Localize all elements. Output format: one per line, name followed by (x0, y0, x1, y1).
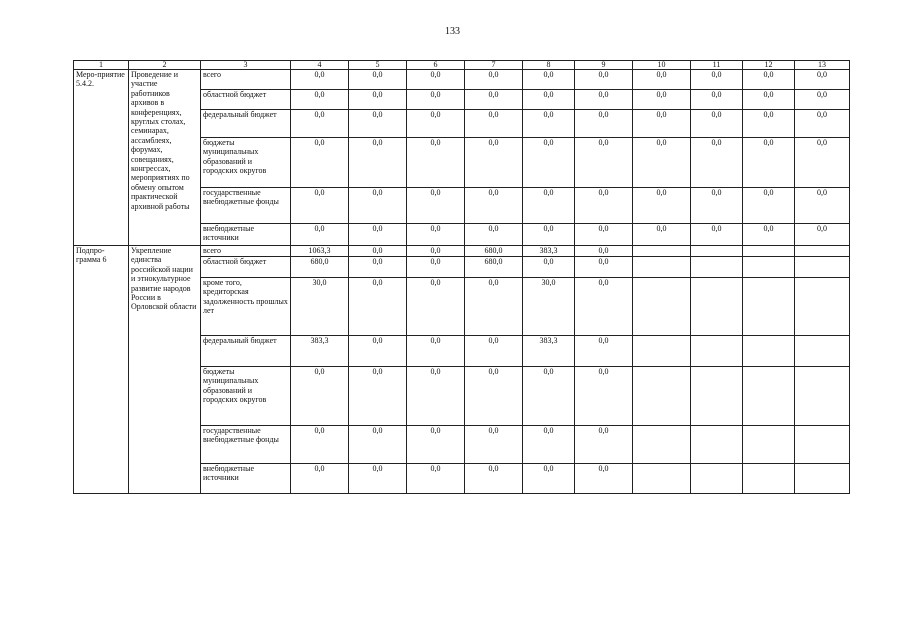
value-cell (795, 336, 850, 367)
value-cell: 0,0 (795, 110, 850, 138)
value-cell: 0,0 (465, 336, 523, 367)
value-cell: 0,0 (349, 246, 407, 257)
value-cell: 0,0 (633, 110, 691, 138)
column-number: 11 (691, 61, 743, 70)
value-cell (691, 426, 743, 464)
value-cell: 0,0 (407, 246, 465, 257)
value-cell: 0,0 (575, 224, 633, 246)
funding-source: федеральный бюджет (201, 110, 291, 138)
value-cell: 680,0 (465, 257, 523, 278)
value-cell: 0,0 (349, 70, 407, 90)
column-number: 5 (349, 61, 407, 70)
value-cell: 0,0 (523, 138, 575, 188)
value-cell: 0,0 (523, 224, 575, 246)
table-row (74, 70, 850, 90)
funding-source: внебюджетные источники (201, 464, 291, 494)
value-cell: 0,0 (523, 70, 575, 90)
value-cell: 680,0 (291, 257, 349, 278)
value-cell: 0,0 (795, 188, 850, 224)
funding-source: государственные внебюджетные фонды (201, 426, 291, 464)
value-cell (633, 257, 691, 278)
value-cell: 0,0 (291, 426, 349, 464)
value-cell: 383,3 (291, 336, 349, 367)
value-cell: 0,0 (523, 110, 575, 138)
value-cell: 0,0 (575, 464, 633, 494)
value-cell: 0,0 (349, 90, 407, 110)
section-name: Проведение и участие работников архивов в конференциях, круглых столах, семинарах, ассамблеях, форумах, совещаниях, конгрессах, мероприятиях по обмену опытом практической архивной работы (129, 70, 201, 246)
value-cell: 0,0 (691, 110, 743, 138)
value-cell (743, 464, 795, 494)
value-cell: 0,0 (407, 426, 465, 464)
value-cell (795, 257, 850, 278)
value-cell: 0,0 (291, 188, 349, 224)
value-cell (795, 426, 850, 464)
value-cell: 0,0 (691, 90, 743, 110)
value-cell: 0,0 (291, 367, 349, 426)
value-cell: 0,0 (465, 188, 523, 224)
value-cell: 383,3 (523, 336, 575, 367)
value-cell: 0,0 (465, 278, 523, 336)
value-cell: 0,0 (291, 70, 349, 90)
value-cell (691, 246, 743, 257)
value-cell: 0,0 (575, 138, 633, 188)
value-cell: 0,0 (575, 367, 633, 426)
value-cell: 0,0 (575, 90, 633, 110)
value-cell: 0,0 (575, 426, 633, 464)
column-number: 10 (633, 61, 691, 70)
value-cell (633, 336, 691, 367)
value-cell: 0,0 (465, 70, 523, 90)
value-cell: 0,0 (465, 138, 523, 188)
value-cell: 0,0 (349, 138, 407, 188)
value-cell: 0,0 (291, 224, 349, 246)
value-cell: 0,0 (291, 110, 349, 138)
column-number: 2 (129, 61, 201, 70)
value-cell (795, 246, 850, 257)
value-cell (691, 278, 743, 336)
column-number-row (74, 61, 850, 70)
value-cell (743, 367, 795, 426)
column-number: 3 (201, 61, 291, 70)
funding-source: государственные внебюджетные фонды (201, 188, 291, 224)
value-cell (633, 246, 691, 257)
column-number: 12 (743, 61, 795, 70)
value-cell: 0,0 (523, 257, 575, 278)
value-cell: 0,0 (633, 70, 691, 90)
value-cell (691, 336, 743, 367)
value-cell: 0,0 (633, 138, 691, 188)
value-cell: 0,0 (291, 90, 349, 110)
value-cell: 0,0 (407, 464, 465, 494)
value-cell: 0,0 (465, 464, 523, 494)
value-cell: 0,0 (691, 188, 743, 224)
value-cell: 0,0 (465, 90, 523, 110)
value-cell: 0,0 (691, 224, 743, 246)
value-cell (743, 257, 795, 278)
value-cell: 0,0 (465, 110, 523, 138)
value-cell: 0,0 (633, 90, 691, 110)
funding-source: федеральный бюджет (201, 336, 291, 367)
table-row (74, 246, 850, 257)
column-number: 4 (291, 61, 349, 70)
value-cell: 0,0 (743, 110, 795, 138)
value-cell (691, 257, 743, 278)
value-cell (633, 426, 691, 464)
value-cell: 30,0 (523, 278, 575, 336)
value-cell: 0,0 (349, 224, 407, 246)
funding-source: всего (201, 70, 291, 90)
value-cell: 0,0 (407, 90, 465, 110)
funding-source: бюджеты муниципальных образований и городских округов (201, 367, 291, 426)
value-cell (795, 278, 850, 336)
funding-source: бюджеты муниципальных образований и городских округов (201, 138, 291, 188)
column-number: 6 (407, 61, 465, 70)
funding-source: областной бюджет (201, 257, 291, 278)
value-cell: 0,0 (407, 336, 465, 367)
value-cell: 0,0 (795, 138, 850, 188)
value-cell: 0,0 (523, 188, 575, 224)
value-cell: 383,3 (523, 246, 575, 257)
value-cell (795, 367, 850, 426)
table-body (74, 70, 850, 494)
value-cell: 0,0 (523, 367, 575, 426)
value-cell: 0,0 (575, 110, 633, 138)
value-cell: 0,0 (349, 336, 407, 367)
value-cell: 0,0 (575, 257, 633, 278)
funding-source: кроме того, кредиторская задолженность прошлых лет (201, 278, 291, 336)
value-cell: 0,0 (407, 257, 465, 278)
value-cell: 0,0 (349, 464, 407, 494)
value-cell: 0,0 (349, 367, 407, 426)
value-cell: 0,0 (633, 188, 691, 224)
budget-table (73, 60, 850, 494)
value-cell: 0,0 (575, 188, 633, 224)
value-cell (633, 278, 691, 336)
value-cell: 0,0 (407, 224, 465, 246)
value-cell: 0,0 (407, 278, 465, 336)
value-cell: 0,0 (349, 110, 407, 138)
section-name: Укрепление единства российской нации и этнокультурное развитие народов России в Орловской области (129, 246, 201, 494)
value-cell: 0,0 (743, 224, 795, 246)
value-cell: 0,0 (795, 90, 850, 110)
value-cell: 0,0 (407, 188, 465, 224)
value-cell: 0,0 (349, 278, 407, 336)
value-cell: 0,0 (523, 464, 575, 494)
value-cell: 0,0 (291, 464, 349, 494)
column-number: 9 (575, 61, 633, 70)
value-cell (743, 278, 795, 336)
column-number: 13 (795, 61, 850, 70)
value-cell: 0,0 (633, 224, 691, 246)
value-cell: 0,0 (691, 138, 743, 188)
value-cell: 0,0 (691, 70, 743, 90)
value-cell: 0,0 (349, 257, 407, 278)
value-cell: 0,0 (795, 224, 850, 246)
value-cell (743, 426, 795, 464)
value-cell: 0,0 (349, 426, 407, 464)
value-cell (691, 464, 743, 494)
section-label: Меро-приятие 5.4.2. (74, 70, 129, 246)
value-cell: 0,0 (743, 90, 795, 110)
funding-source: всего (201, 246, 291, 257)
column-number: 7 (465, 61, 523, 70)
value-cell: 0,0 (465, 224, 523, 246)
value-cell (743, 336, 795, 367)
column-number: 8 (523, 61, 575, 70)
value-cell: 0,0 (465, 367, 523, 426)
value-cell: 0,0 (291, 138, 349, 188)
value-cell: 0,0 (523, 90, 575, 110)
value-cell: 0,0 (349, 188, 407, 224)
value-cell: 0,0 (465, 426, 523, 464)
value-cell: 0,0 (795, 70, 850, 90)
value-cell (691, 367, 743, 426)
value-cell: 0,0 (743, 70, 795, 90)
value-cell (795, 464, 850, 494)
value-cell: 0,0 (743, 138, 795, 188)
funding-source: областной бюджет (201, 90, 291, 110)
value-cell: 0,0 (407, 70, 465, 90)
value-cell: 0,0 (743, 188, 795, 224)
column-number: 1 (74, 61, 129, 70)
value-cell: 0,0 (575, 336, 633, 367)
value-cell: 1063,3 (291, 246, 349, 257)
value-cell: 0,0 (407, 110, 465, 138)
value-cell: 0,0 (407, 138, 465, 188)
value-cell: 0,0 (575, 70, 633, 90)
funding-source: внебюджетные источники (201, 224, 291, 246)
value-cell: 0,0 (575, 246, 633, 257)
value-cell: 0,0 (523, 426, 575, 464)
value-cell: 680,0 (465, 246, 523, 257)
value-cell (633, 367, 691, 426)
section-label: Подпро-грамма 6 (74, 246, 129, 494)
value-cell (633, 464, 691, 494)
value-cell: 30,0 (291, 278, 349, 336)
value-cell: 0,0 (575, 278, 633, 336)
value-cell (743, 246, 795, 257)
value-cell: 0,0 (407, 367, 465, 426)
page-number: 133 (445, 26, 460, 37)
